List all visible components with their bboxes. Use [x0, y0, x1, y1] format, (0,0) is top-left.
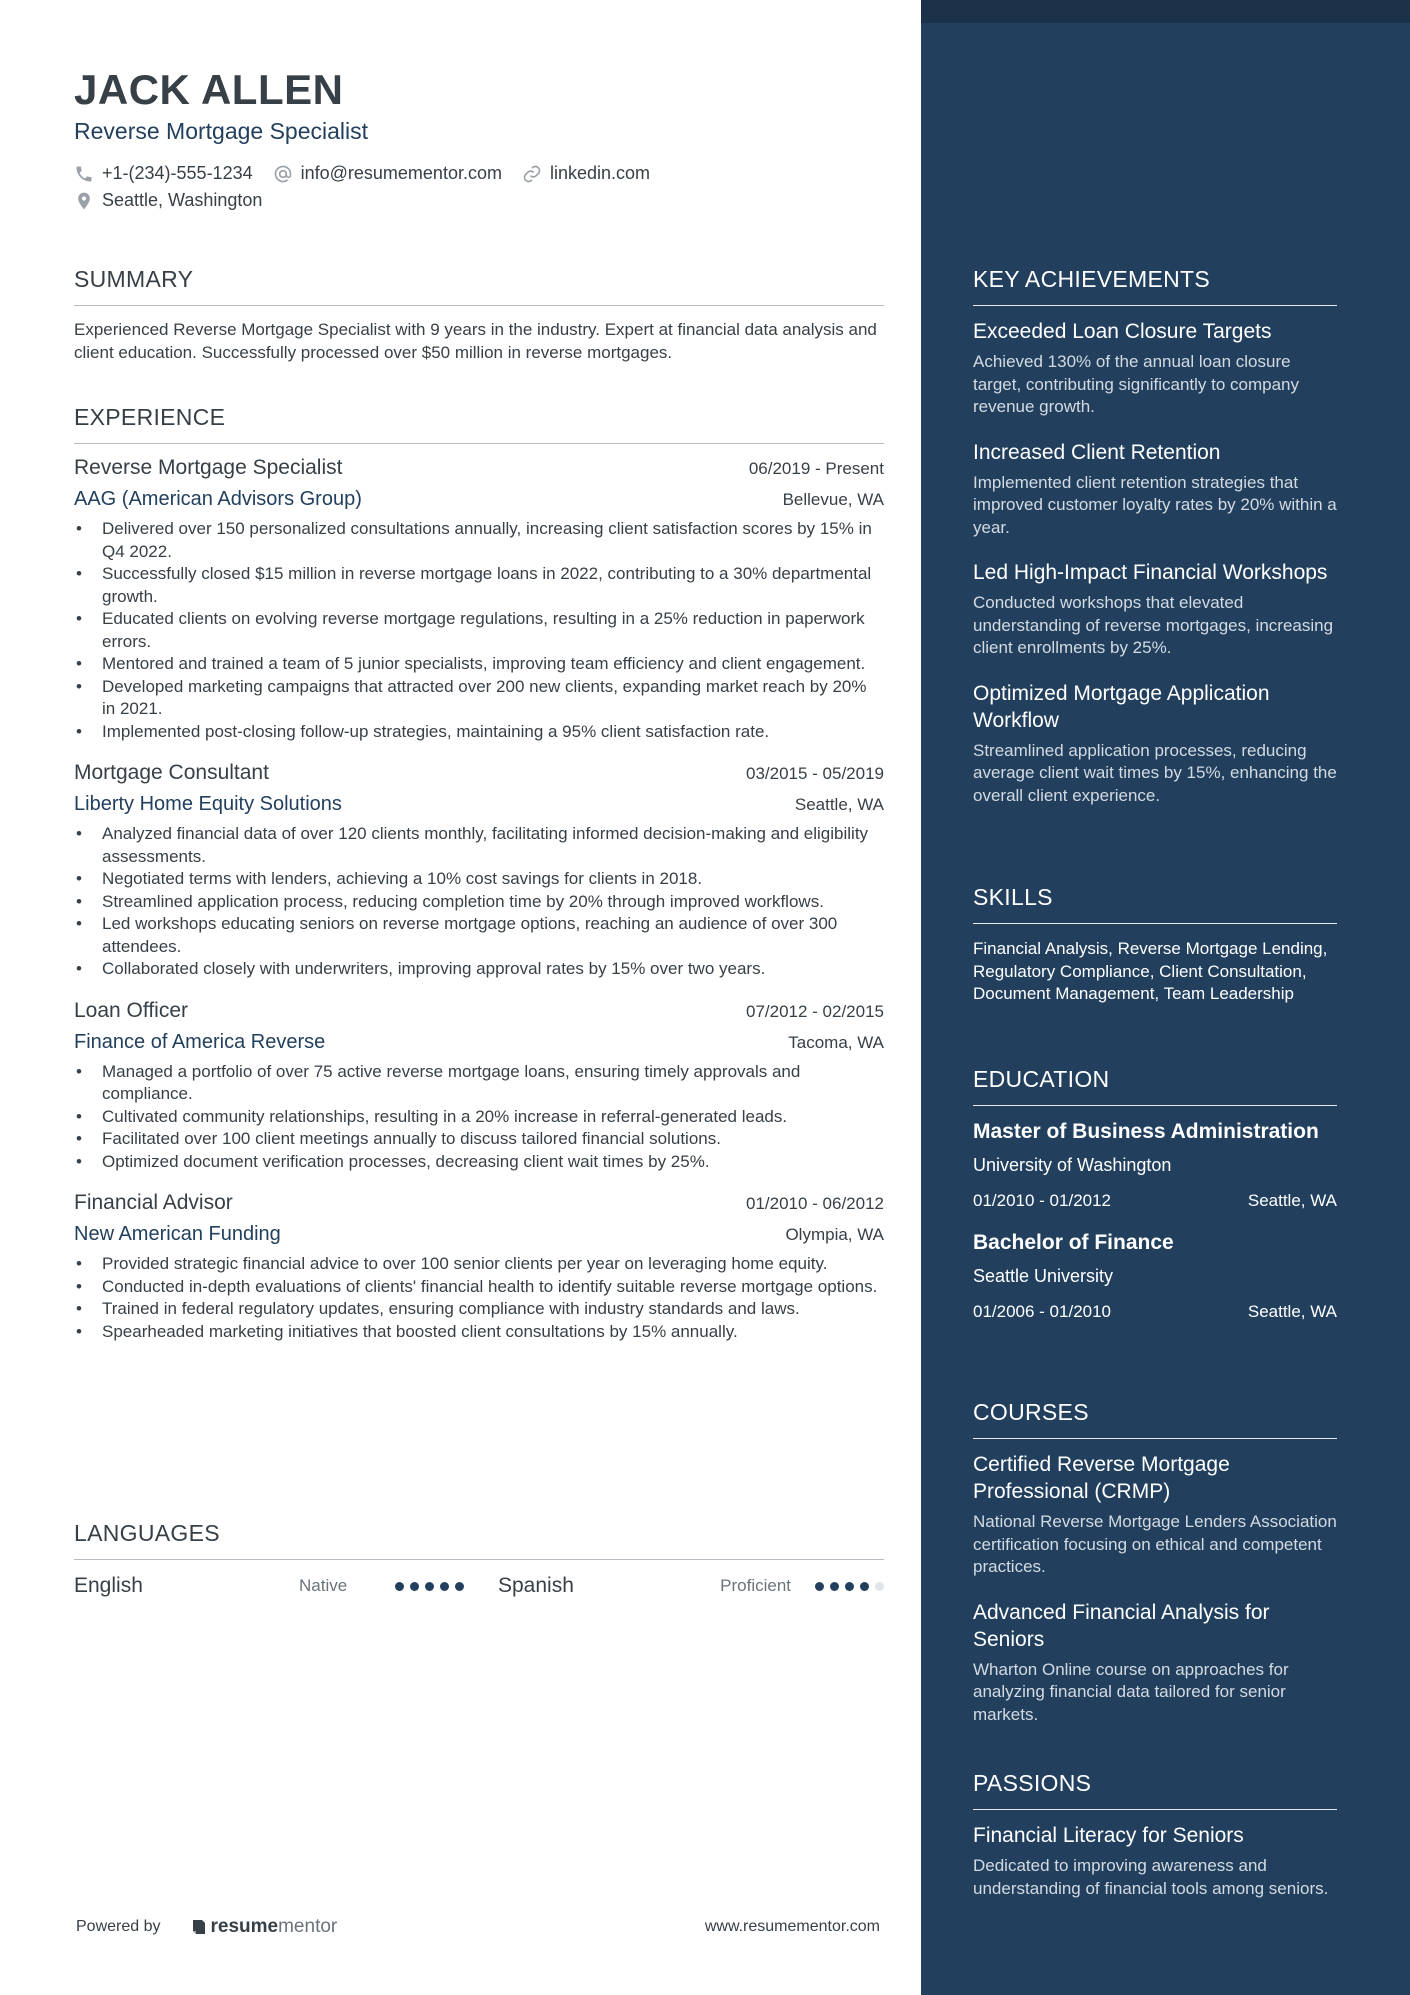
section-divider: [74, 1559, 884, 1560]
language-rating: [395, 1582, 464, 1591]
passion-desc: Dedicated to improving awareness and understanding of financial tools among seniors.: [973, 1856, 1329, 1898]
education-section: [973, 1066, 1337, 1322]
achievement-desc: Implemented client retention strategies that improved customer loyalty rates by 20% within a year.: [973, 472, 1337, 537]
education-item: [973, 1118, 1337, 1211]
achievement-title: Increased Client Retention: [973, 440, 1221, 464]
job-dates: 07/2012 - 02/2015: [745, 1001, 884, 1021]
education-location: Seattle, WA: [1247, 1191, 1337, 1210]
rating-dot-filled: [455, 1582, 464, 1591]
linkedin-text: linkedin.com: [549, 163, 651, 183]
job-entry: [74, 999, 884, 1174]
rating-dot-filled: [440, 1582, 449, 1591]
brand-logo[interactable]: [191, 1916, 338, 1938]
achievement-item: [973, 680, 1337, 808]
section-title: KEY ACHIEVEMENTS: [973, 266, 1211, 292]
job-location: Seattle, WA: [794, 795, 884, 814]
education-location: Seattle, WA: [1247, 1302, 1337, 1321]
job-dates: 01/2010 - 06/2012: [745, 1194, 884, 1213]
achievements-section: [973, 266, 1337, 807]
section-divider: [973, 1438, 1337, 1439]
footer: [76, 1916, 880, 1938]
job-entry: [74, 761, 884, 981]
bullet-item: • Optimized document verification processes, decreasing client wait times by 25%.: [74, 1151, 884, 1174]
education-school: Seattle University: [973, 1266, 1114, 1286]
section-divider: [74, 443, 884, 444]
rating-dot-filled: [395, 1582, 404, 1591]
achievement-desc: Streamlined application processes, reducing average client wait times by 15%, enhancing the overall client experience.: [973, 740, 1337, 805]
rating-dot-empty: [875, 1582, 884, 1591]
bullet-item: • Managed a portfolio of over 75 active reverse mortgage loans, ensuring timely approvals and compliance.: [74, 1061, 884, 1106]
education-school: University of Washington: [973, 1155, 1172, 1175]
achievement-title: Led High-Impact Financial Workshops: [973, 561, 1328, 584]
language-level: Native: [299, 1576, 348, 1595]
phone-icon: [74, 164, 94, 184]
achievement-item: [973, 439, 1337, 540]
job-title: Mortgage Consultant: [74, 761, 269, 784]
rating-dot-filled: [830, 1582, 839, 1591]
section-title: EDUCATION: [973, 1066, 1110, 1092]
language-item: [498, 1574, 884, 1598]
job-bullets: [74, 823, 884, 981]
language-name: English: [74, 1574, 143, 1597]
sidebar: [921, 0, 1410, 1995]
bullet-item: • Facilitated over 100 client meetings annually to discuss tailored financial solutions.: [74, 1128, 884, 1151]
language-level: Proficient: [720, 1576, 792, 1595]
language-item: [74, 1574, 498, 1598]
location-pin-icon: [74, 191, 94, 211]
job-entry: [74, 1191, 884, 1343]
summary-text: Experienced Reverse Mortgage Specialist with 9 years in the industry. Expert at financial data analysis and client education. Successfully processed over $50 million in reverse mortgages.: [74, 320, 877, 362]
bullet-item: • Developed marketing campaigns that attracted over 200 new clients, expanding market reach by 20% in 2021.: [74, 676, 884, 721]
job-location: Bellevue, WA: [782, 490, 884, 509]
section-title: LANGUAGES: [74, 1520, 220, 1546]
sidebar-top-band: [921, 0, 1410, 23]
email-text: info@resumementor.com: [300, 163, 502, 183]
powered-by-label: Powered by: [76, 1918, 161, 1935]
section-title: PASSIONS: [973, 1770, 1092, 1796]
job-location: Olympia, WA: [785, 1225, 884, 1244]
education-degree: Bachelor of Finance: [973, 1231, 1174, 1254]
footer-website[interactable]: www.resumementor.com: [704, 1918, 880, 1935]
bullet-item: • Implemented post-closing follow-up strategies, maintaining a 95% client satisfaction rate.: [74, 721, 884, 744]
section-divider: [973, 1105, 1337, 1106]
job-location: Tacoma, WA: [788, 1032, 884, 1052]
job-title: Reverse Mortgage Specialist: [74, 456, 343, 479]
rating-dot-filled: [860, 1582, 869, 1591]
bullet-item: • Cultivated community relationships, resulting in a 20% increase in referral-generated leads.: [74, 1106, 884, 1129]
contact-phone: [74, 163, 253, 184]
job-bullets: [74, 1061, 884, 1174]
passion-item: [973, 1822, 1337, 1900]
course-desc: Wharton Online course on approaches for analyzing financial data tailored for senior markets.: [973, 1659, 1289, 1724]
passions-section: [973, 1770, 1337, 1900]
job-dates: 06/2019 - Present: [748, 459, 884, 478]
contact-email[interactable]: [273, 163, 502, 184]
bullet-item: • Trained in federal regulatory updates, ensuring compliance with industry standards and laws.: [74, 1298, 884, 1321]
bullet-item: • Negotiated terms with lenders, achieving a 10% cost savings for clients in 2018.: [74, 868, 884, 891]
section-title: EXPERIENCE: [74, 404, 226, 430]
achievement-item: [973, 318, 1337, 419]
course-desc: National Reverse Mortgage Lenders Association certification focusing on ethical and competent practices.: [973, 1512, 1337, 1576]
section-title: COURSES: [973, 1399, 1089, 1425]
education-degree: Master of Business Administration: [973, 1120, 1319, 1143]
bullet-item: • Spearheaded marketing initiatives that boosted client consultations by 15% annually.: [74, 1321, 884, 1344]
contact-location: [74, 190, 262, 211]
bullet-item: • Delivered over 150 personalized consultations annually, increasing client satisfaction scores by 15% in Q4 2022.: [74, 518, 884, 563]
passion-title: Financial Literacy for Seniors: [973, 1824, 1244, 1847]
contact-info: [74, 160, 670, 214]
job-company: Finance of America Reverse: [74, 1030, 326, 1053]
course-title: Advanced Financial Analysis for Seniors: [973, 1600, 1270, 1651]
achievement-item: [973, 559, 1337, 660]
phone-text: +1-(234)-555-1234: [102, 163, 253, 183]
experience-section: [74, 404, 884, 1343]
section-title: SUMMARY: [74, 266, 194, 292]
job-title: Loan Officer: [74, 998, 189, 1022]
section-divider: [973, 1809, 1337, 1810]
rating-dot-filled: [410, 1582, 419, 1591]
job-company: New American Funding: [74, 1223, 281, 1245]
skills-section: [973, 884, 1337, 1006]
skills-text: Financial Analysis, Reverse Mortgage Lending, Regulatory Compliance, Client Consultation, Document Management, Team Leadership: [973, 939, 1328, 1003]
section-divider: [973, 923, 1337, 924]
job-title: Financial Advisor: [74, 1191, 233, 1214]
summary-section: [74, 266, 884, 364]
contact-linkedin[interactable]: [522, 163, 650, 184]
languages-section: [74, 1520, 884, 1602]
at-sign-icon: [273, 164, 293, 184]
bullet-item: • Provided strategic financial advice to over 100 senior clients per year on leveraging home equity.: [74, 1253, 884, 1276]
brand-name-bold: resume: [210, 1916, 279, 1937]
achievement-title: Exceeded Loan Closure Targets: [973, 320, 1272, 343]
link-icon: [522, 164, 542, 184]
achievement-desc: Achieved 130% of the annual loan closure target, contributing significantly to company revenue growth.: [973, 352, 1300, 416]
section-title: SKILLS: [973, 884, 1053, 910]
achievement-desc: Conducted workshops that elevated understanding of reverse mortgages, increasing client enrollments by 25%.: [973, 593, 1334, 657]
job-company: Liberty Home Equity Solutions: [74, 793, 342, 815]
job-dates: 03/2015 - 05/2019: [745, 764, 884, 783]
job-bullets: [74, 518, 884, 743]
candidate-role: Reverse Mortgage Specialist: [74, 118, 369, 144]
rating-dot-filled: [815, 1582, 824, 1591]
course-item: [973, 1451, 1337, 1579]
rating-dot-filled: [425, 1582, 434, 1591]
section-divider: [973, 305, 1337, 306]
bullet-item: • Mentored and trained a team of 5 junior specialists, improving team efficiency and client engagement.: [74, 653, 884, 676]
section-divider: [74, 305, 884, 306]
language-name: Spanish: [498, 1574, 574, 1597]
bullet-item: • Led workshops educating seniors on reverse mortgage options, reaching an audience of over 300 attendees.: [74, 913, 884, 958]
job-company: AAG (American Advisors Group): [74, 488, 362, 510]
job-entry: [74, 456, 884, 743]
bullet-item: • Successfully closed $15 million in reverse mortgage loans in 2022, contributing to a 30% departmental growth.: [74, 563, 884, 608]
rating-dot-filled: [845, 1582, 854, 1591]
language-rating: [815, 1582, 884, 1591]
candidate-name: JACK ALLEN: [74, 66, 344, 113]
job-bullets: [74, 1253, 884, 1343]
achievement-title: Optimized Mortgage Application Workflow: [973, 681, 1270, 732]
course-title: Certified Reverse Mortgage Professional (CRMP): [973, 1453, 1230, 1503]
brand-mark-icon: [191, 1918, 207, 1936]
education-dates: 01/2006 - 01/2010: [973, 1302, 1112, 1321]
brand-name-light: mentor: [278, 1916, 338, 1937]
course-item: [973, 1599, 1337, 1727]
bullet-item: • Educated clients on evolving reverse mortgage regulations, resulting in a 25% reduction in paperwork errors.: [74, 608, 884, 653]
bullet-item: • Collaborated closely with underwriters, improving approval rates by 15% over two years.: [74, 958, 884, 981]
education-item: [973, 1229, 1337, 1322]
location-text: Seattle, Washington: [102, 190, 263, 210]
education-dates: 01/2010 - 01/2012: [973, 1191, 1112, 1210]
courses-section: [973, 1399, 1337, 1726]
bullet-item: • Streamlined application process, reducing completion time by 20% through improved workflows.: [74, 891, 884, 914]
bullet-item: • Conducted in-depth evaluations of clients' financial health to identify suitable reverse mortgage options.: [74, 1276, 884, 1299]
bullet-item: • Analyzed financial data of over 120 clients monthly, facilitating informed decision-making and eligibility assessments.: [74, 823, 884, 868]
